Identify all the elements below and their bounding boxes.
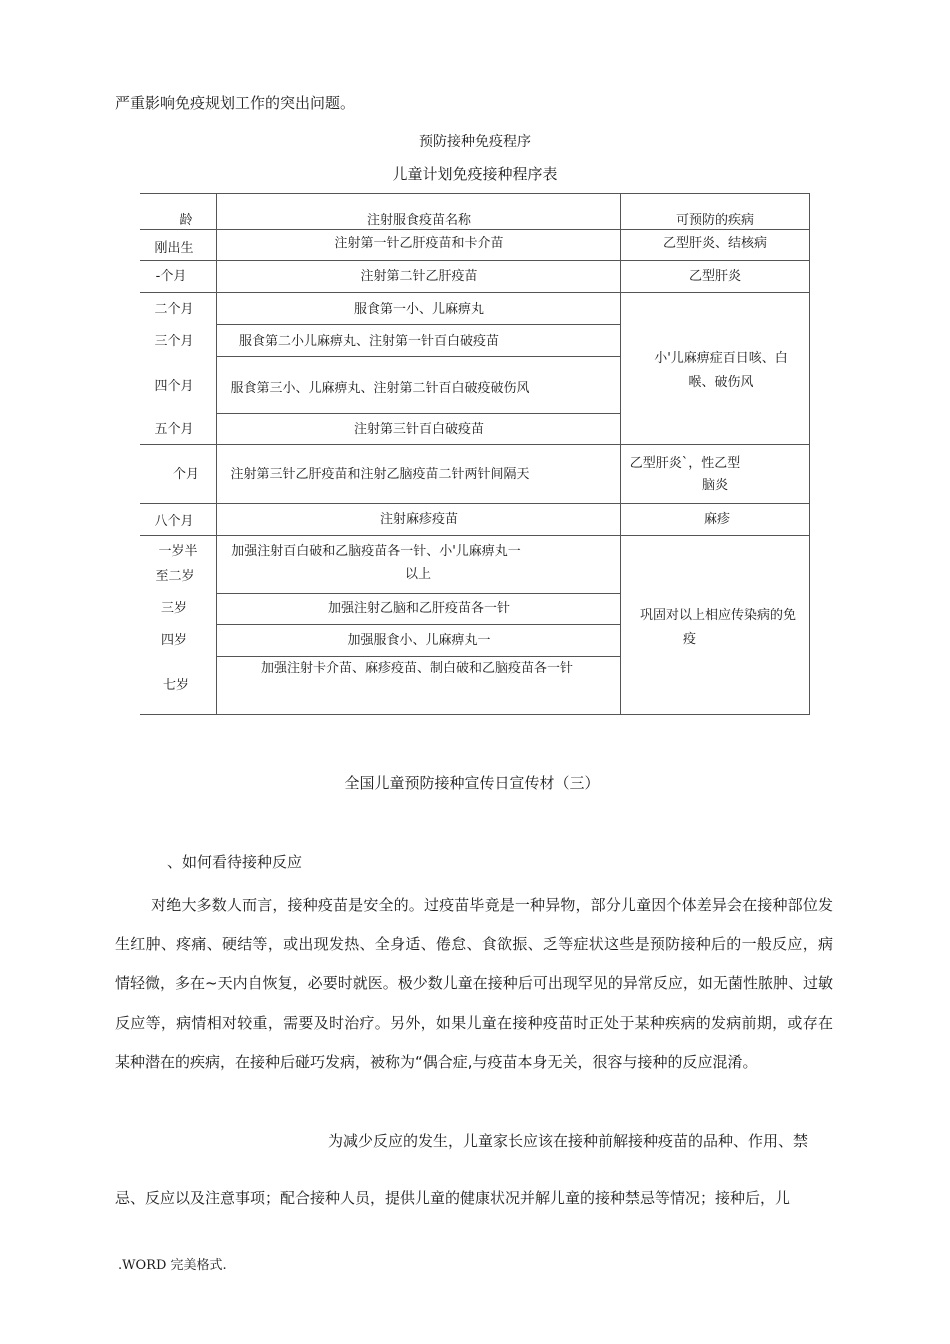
header-vaccine: 注射服食疫苗名称 bbox=[366, 213, 472, 228]
immunization-table bbox=[140, 193, 810, 715]
table-row-age: 一岁半 bbox=[158, 544, 198, 559]
table-row-age: 三岁 bbox=[160, 601, 188, 616]
section-title: 预防接种免疫程序 bbox=[419, 134, 531, 150]
table-row-age: 至二岁 bbox=[155, 569, 195, 584]
table-group-disease: 巩固对以上相应传染病的免 bbox=[639, 608, 797, 623]
table-row-disease: 乙型肝炎`，性乙型 bbox=[629, 456, 741, 471]
table-row-vaccine: 加强注射乙脑和乙肝疫苗各一针 bbox=[327, 601, 511, 616]
table-row-age: 四个月 bbox=[154, 379, 194, 394]
table-group-disease: 小'儿麻痹症百日咳、白 bbox=[654, 351, 788, 366]
paragraph-2-line-1: 为减少反应的发生，儿童家长应该在接种前解接种疫苗的品种、作用、禁 bbox=[328, 1132, 809, 1150]
table-group-disease: 疫 bbox=[683, 632, 697, 647]
table-row-age: -个月 bbox=[155, 269, 187, 284]
table-row-age: 七岁 bbox=[162, 678, 190, 693]
table-title: 儿童计划免疫接种程序表 bbox=[392, 165, 558, 183]
table-row-age: 四岁 bbox=[160, 633, 188, 648]
table-row-age: 个月 bbox=[172, 467, 200, 482]
table-row-vaccine: 加强服食小、儿麻痹丸一 bbox=[347, 633, 491, 648]
table-row-vaccine: 加强注射卡介苗、麻疹疫苗、制白破和乙脑疫苗各一针 bbox=[260, 661, 574, 676]
paragraph-1-text: 对绝大多数人而言，接种疫苗是安全的。过疫苗毕竟是一种异物，部分儿童因个体差异会在接种部位发生红肿、疼痛、硬结等，或出现发热、全身适、倦怠、食欲振、乏等症状这些是预防接种后的一般反应，病情轻微，多在~天内自恢复，必要时就医。极少数儿童在接种后可出现罕见的异常反应，如无菌性脓肿、过敏反应等，病情相对较重，需要及时治疗。另外，如果儿童在接种疫苗时正处于某种疾病的发病前期，或存在某种潜在的疾病，在接种后碰巧发病，被称为“偶合症,与疫苗本身无关，很容与接种的反应混淆。 bbox=[115, 896, 833, 1071]
footer-note: .WORD 完美格式. bbox=[118, 1258, 227, 1273]
table-row-vaccine: 服食第三小、儿麻痹丸、注射第二针百白破疫破伤风 bbox=[230, 381, 530, 396]
table-row-vaccine: 注射第三针百白破疫苗 bbox=[353, 422, 485, 437]
intro-line: 严重影响免疫规划工作的突出问题。 bbox=[115, 94, 356, 112]
paragraph-1 bbox=[115, 886, 833, 1082]
table-row-vaccine: 加强注射百白破和乙脑疫苗各一针、小'儿麻痹丸一 bbox=[231, 544, 521, 559]
table-row-disease: 麻疹 bbox=[703, 512, 731, 527]
table-row-age: 八个月 bbox=[154, 514, 194, 529]
table-row-age: 刚出生 bbox=[154, 241, 194, 256]
table-row-vaccine: 注射第二针乙肝疫苗 bbox=[360, 269, 478, 284]
campaign-title: 全国儿童预防接种宣传日宣传材（三） bbox=[344, 774, 600, 792]
table-row-vaccine: 注射第三针乙肝疫苗和注射乙脑疫苗二针两针间隔天 bbox=[230, 467, 530, 482]
header-disease: 可预防的疾病 bbox=[675, 213, 755, 228]
table-row-vaccine: 以上 bbox=[404, 567, 432, 582]
table-row-age: 五个月 bbox=[154, 422, 194, 437]
header-age: 龄 bbox=[179, 213, 193, 228]
table-row-vaccine: 服食第一小、儿麻痹丸 bbox=[353, 302, 485, 317]
table-row-disease: 乙型肝炎、结核病 bbox=[662, 236, 768, 251]
table-row-vaccine: 服食第二小儿麻痹丸、注射第一针百白破疫苗 bbox=[238, 334, 500, 349]
table-group-disease: 喉、破伤风 bbox=[688, 375, 754, 390]
table-row-disease: 乙型肝炎 bbox=[688, 269, 742, 284]
table-row-age: 三个月 bbox=[154, 334, 194, 349]
paragraph-2-line-2: 忌、反应以及注意事项；配合接种人员，提供儿童的健康状况并解儿童的接种禁忌等情况；接种后，儿 bbox=[115, 1189, 791, 1207]
table-row-age: 二个月 bbox=[154, 302, 194, 317]
table-row-disease: 脑炎 bbox=[701, 478, 729, 493]
subheading: 、如何看待接种反应 bbox=[167, 853, 303, 871]
table-row-vaccine: 注射麻疹疫苗 bbox=[379, 512, 459, 527]
table-row-vaccine: 注射第一针乙肝疫苗和卡介苗 bbox=[334, 236, 504, 251]
